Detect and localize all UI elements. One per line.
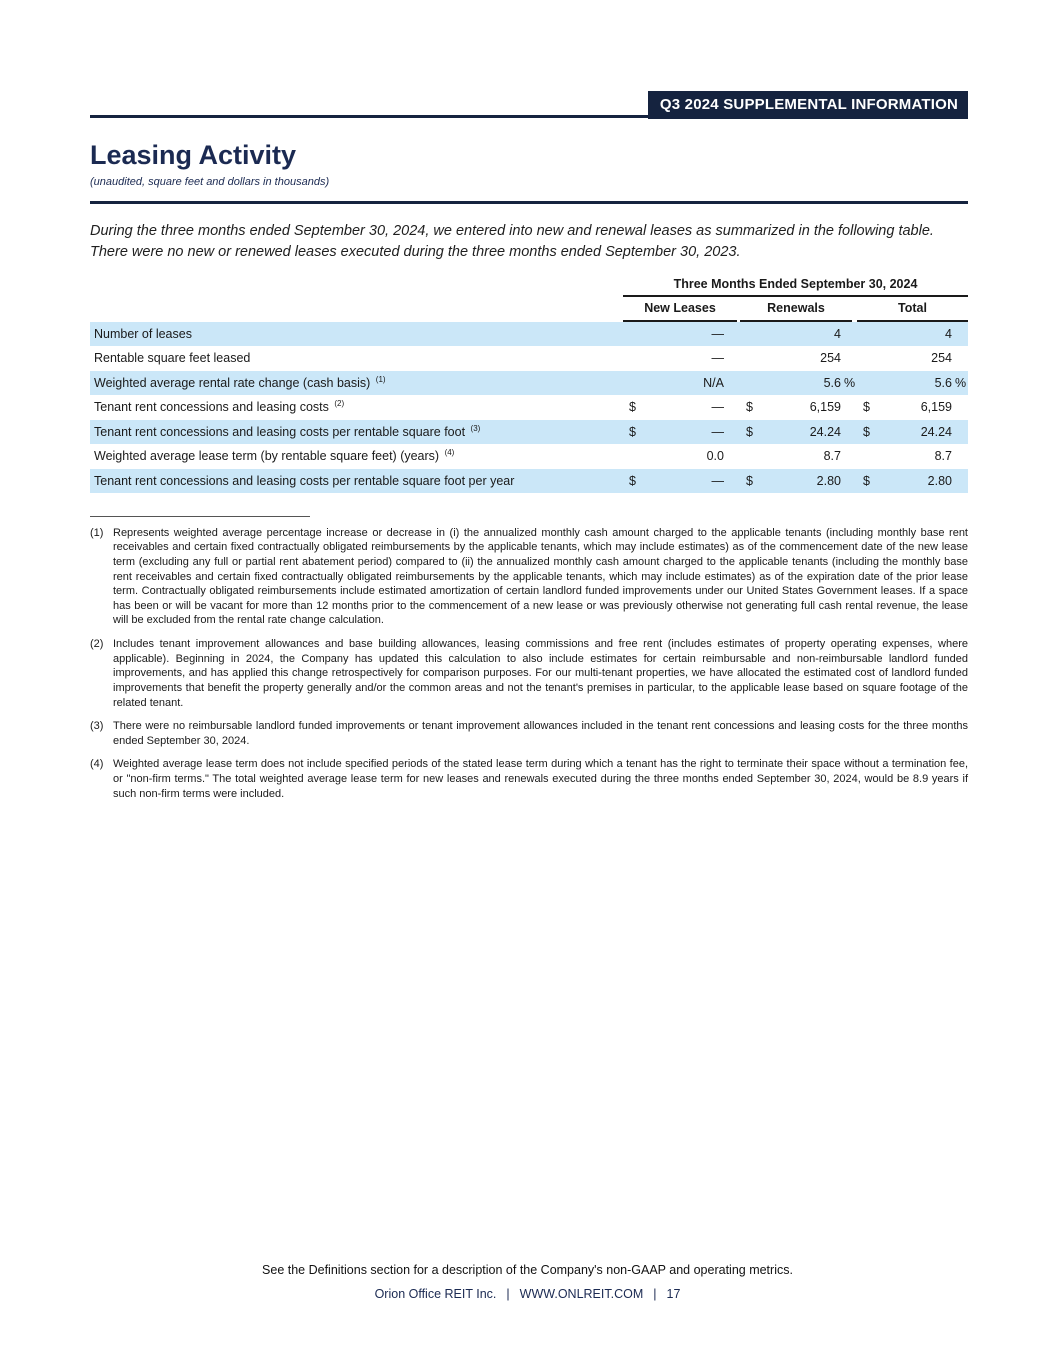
cell-value: 5.6 (934, 375, 952, 390)
definitions-note: See the Definitions section for a description of the Company's non-GAAP and operating metrics. (262, 1263, 793, 1277)
currency-symbol: $ (629, 424, 636, 439)
cell-value: 6,159 (809, 400, 841, 415)
table-cell (740, 351, 857, 365)
table-row (90, 371, 968, 396)
table-cell (740, 449, 857, 463)
currency-symbol: $ (629, 400, 636, 415)
cell-value: — (711, 424, 724, 439)
col-header-new-leases: New Leases (623, 301, 737, 322)
footnote-text: Weighted average lease term does not include specified periods of the stated lease term during which a tenant has the right to terminate their space without a termination fee, or "non-firm terms." The total weighted average lease term for new leases and renewals executed during the three months ended September 30, 2024, would be 8.9 years if such non-firm terms were included. (113, 758, 968, 800)
intro-paragraph: During the three months ended September 30, 2024, we entered into new and renewal leases as summarized in the following table. There were no new or renewed leases executed during the three months ended September 30, 2023. (90, 223, 934, 260)
leasing-activity-table (90, 277, 968, 494)
footnote (90, 757, 968, 801)
table-cell (857, 400, 968, 414)
cell-value: 8.7 (823, 449, 841, 464)
title-rule (90, 201, 968, 204)
footnote (90, 637, 968, 710)
table-column-headers (623, 301, 968, 322)
percent-suffix: % (844, 375, 856, 390)
table-row (90, 469, 968, 494)
table-cell (740, 327, 857, 341)
table-cell (623, 400, 740, 414)
footer-separator: | (506, 1287, 510, 1301)
footnote-number: (3) (90, 720, 104, 733)
row-label: Number of leases (94, 326, 192, 341)
cell-value: 0.0 (706, 449, 724, 464)
footnote-ref: (4) (444, 449, 455, 458)
row-label: Weighted average lease term (by rentable square feet) (years) $^{(4)}$ (94, 449, 455, 464)
footer-meta (0, 1287, 1055, 1301)
company-name: Orion Office REIT Inc. (374, 1287, 497, 1301)
cell-value: — (711, 473, 724, 488)
cell-value: — (711, 326, 724, 341)
cell-value: 24.24 (809, 424, 841, 439)
page-number: 17 (666, 1287, 681, 1301)
row-label: Tenant rent concessions and leasing costs per rentable square foot per year (94, 473, 515, 488)
cell-value: 5.6 (823, 375, 841, 390)
table-cell (623, 425, 740, 439)
footnote-text: Includes tenant improvement allowances and base building allowances, leasing commissions and free rent (includes estimates of property operating expenses, where applicable). Beginning in 2024, the Company has updated this calculation to also include estimates for certain reimbursable and non-reimbursable landlord funded improvements, and has applied this change retrospectively for comparison purposes. For our multi-tenant properties, we have allocated the estimated cost of landlord funded improvements that benefit the property generally and/or the common areas and not the tenant's premises in particular, to the applicable lease based on square footage of the related tenant. (113, 638, 968, 709)
footnote-divider (90, 516, 310, 517)
currency-symbol: $ (629, 473, 636, 488)
row-label: Rentable square feet leased (94, 351, 251, 366)
footnote (90, 719, 968, 748)
cell-value: 6,159 (920, 400, 952, 415)
footer-separator: | (653, 1287, 657, 1301)
cell-value: 4 (834, 326, 841, 341)
page-title: Leasing Activity (90, 140, 297, 170)
currency-symbol: $ (863, 400, 870, 415)
table-cell (857, 327, 968, 341)
col-header-renewals: Renewals (740, 301, 852, 322)
cell-value: — (711, 400, 724, 415)
currency-symbol: $ (746, 400, 753, 415)
table-row (90, 420, 968, 445)
footnote (90, 526, 968, 628)
cell-value: 8.7 (934, 449, 952, 464)
table-cell (857, 376, 968, 390)
footnote-ref: (2) (334, 400, 345, 409)
currency-symbol: $ (746, 473, 753, 488)
table-cell (857, 351, 968, 365)
percent-suffix: % (955, 375, 967, 390)
content-area (90, 0, 968, 801)
table-cell (740, 376, 857, 390)
table-cell (740, 425, 857, 439)
page-footer (0, 1263, 1055, 1301)
cell-value: 254 (820, 351, 841, 366)
footnotes-section (90, 526, 968, 802)
table-period-header: Three Months Ended September 30, 2024 (623, 277, 968, 297)
cell-value: — (711, 351, 724, 366)
footnote-text: There were no reimbursable landlord funded improvements or tenant improvement allowances included in the tenant rent concessions and leasing costs for the three months ended September 30, 2024. (113, 720, 968, 747)
page-subtitle: (unaudited, square feet and dollars in thousands) (90, 176, 330, 188)
table-row (90, 347, 968, 372)
cell-value: 2.80 (927, 473, 952, 488)
footnote-ref: (3) (470, 424, 481, 433)
table-row (90, 322, 968, 347)
currency-symbol: $ (863, 424, 870, 439)
header-rule (90, 92, 968, 118)
col-header-total: Total (857, 301, 968, 322)
cell-value: 254 (931, 351, 952, 366)
table-cell (623, 327, 740, 341)
cell-value: 24.24 (920, 424, 952, 439)
currency-symbol: $ (746, 424, 753, 439)
table-cell (623, 351, 740, 365)
footnote-text: Represents weighted average percentage increase or decrease in (i) the annualized monthly cash amount charged to the applicable tenants (including monthly base rent receivables and certain fixed contractually obligated reimbursements by the applicable tenants, which may include estimates) as of the commencement date of the new lease term (excluding any full or partial rent abatement period) compared to (ii) the annualized monthly cash amount charged to the applicable tenants (including the monthly base rent receivables and certain fixed contractually obligated reimbursements by the applicable tenants, which may include estimates) as of the expiration date of the prior lease term. Contractually obligated reimbursements include estimated amortization of certain landlord funded improvements under our United States Government leases. If a space has been or will be vacant for more than 12 months prior to the commencement of a new lease or was previously otherwise not generating full cash rental revenue, the lease will be excluded from the rental rate change calculation. (113, 526, 968, 627)
footnote-number: (2) (90, 638, 104, 651)
cell-value: 2.80 (816, 473, 841, 488)
table-cell (623, 376, 740, 390)
table-cell (623, 449, 740, 463)
website-url: WWW.ONLREIT.COM (519, 1287, 644, 1301)
cell-value: 4 (945, 326, 952, 341)
report-banner: Q3 2024 SUPPLEMENTAL INFORMATION (648, 91, 968, 119)
table-cell (857, 425, 968, 439)
table-cell (857, 474, 968, 488)
footnote-number: (4) (90, 758, 104, 771)
footnote-ref: (1) (375, 375, 386, 384)
table-cell (740, 400, 857, 414)
row-label: Weighted average rental rate change (cash basis) $^{(1)}$ (94, 375, 386, 390)
row-label: Tenant rent concessions and leasing costs $^{(2)}$ (94, 400, 345, 415)
table-cell (623, 474, 740, 488)
row-label: Tenant rent concessions and leasing costs per rentable square foot $^{(3)}$ (94, 424, 481, 439)
table-cell (857, 449, 968, 463)
cell-value: N/A (703, 375, 724, 390)
table-row (90, 396, 968, 421)
footnote-number: (1) (90, 526, 104, 539)
leasing-table-body (90, 322, 968, 494)
table-cell (740, 474, 857, 488)
currency-symbol: $ (863, 473, 870, 488)
table-row (90, 445, 968, 470)
